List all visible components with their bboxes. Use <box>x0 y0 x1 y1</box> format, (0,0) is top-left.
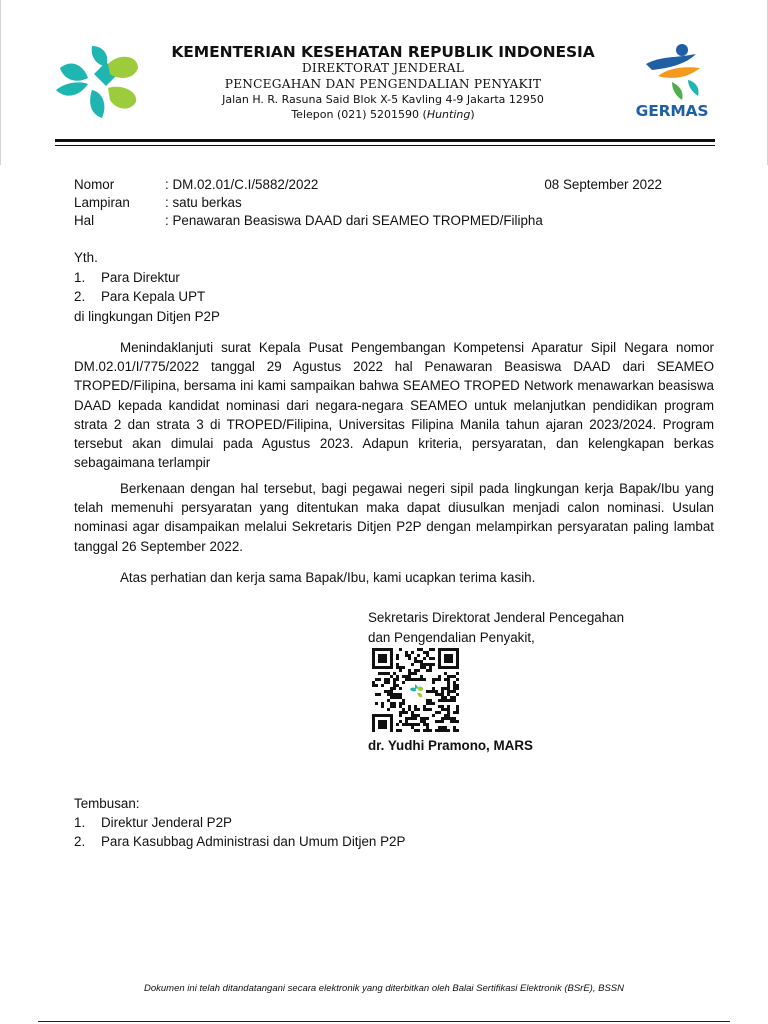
qr-code-icon <box>372 648 460 732</box>
directorate-line-1: DIREKTORAT JENDERAL <box>301 61 465 75</box>
page-edge-left <box>0 0 1 165</box>
office-phone: Telepon (021) 5201590 (Hunting) <box>291 108 475 121</box>
letterhead <box>148 43 618 122</box>
germas-wordmark: GERMAS <box>635 102 709 120</box>
letterhead-rule-thick <box>55 139 715 142</box>
meta-lampiran: Lampiran : satu berkas <box>74 195 242 210</box>
list-item: 1. Direktur Jenderal P2P <box>74 815 232 830</box>
letter-date: 08 September 2022 <box>544 177 662 192</box>
signer-name: dr. Yudhi Pramono, MARS <box>368 738 533 753</box>
greeting: Yth. <box>74 250 98 265</box>
addressee-scope: di lingkungan Ditjen P2P <box>74 308 220 324</box>
list-item: 2. Para Kasubbag Administrasi dan Umum Ditjen P2P <box>74 834 406 849</box>
body-paragraph-1: Menindaklanjuti surat Kepala Pusat Pengembangan Kompetensi Aparatur Sipil Negara nomor DM.02.01/I/775/2022 tanggal 29 Agustus 2022 hal Penawaran Beasiswa DAAD dari SEAMEO TROPED/Filipina, bersama ini kami sampaikan bahwa SEAMEO TROPED Network menawarkan beasiswa DAAD kepada kandidat nominasi dari negara-negara SEAMEO untuk melanjutkan pendidikan program strata 2 dan strata 3 di TROPED/Filipina, Universitas Filipina Manila tahun ajaran 2023/2024. Program tersebut akan dimulai pada Agustus 2023. Adapun kriteria, persyaratan, dan kelengkapan berkas sebagaimana terlampir <box>74 340 714 471</box>
footer-note: Dokumen ini telah ditandatangani secara elektronik yang diterbitkan oleh Balai Sertifikasi Elektronik (BSrE), BSSN <box>144 983 624 994</box>
list-item: 1. Para Direktur <box>74 269 180 285</box>
germas-figure-icon <box>630 42 714 102</box>
letter-meta <box>74 176 674 230</box>
directorate-line-2: PENCEGAHAN DAN PENGENDALIAN PENYAKIT <box>224 76 542 91</box>
list-item: 2. Para Kepala UPT <box>74 289 206 304</box>
cc-label: Tembusan: <box>74 796 140 811</box>
cc-block <box>74 794 405 851</box>
ministry-name: KEMENTERIAN KESEHATAN REPUBLIK INDONESIA <box>171 43 595 61</box>
kemenkes-logo-icon <box>54 44 140 120</box>
footer-rule <box>38 1021 730 1022</box>
body-paragraph-3: Atas perhatian dan kerja sama Bapak/Ibu, kami ucapkan terima kasih. <box>120 570 536 585</box>
addressee-block <box>74 248 220 326</box>
meta-nomor: Nomor : DM.02.01/C.I/5882/2022 <box>74 177 319 192</box>
letterhead-rule-thin <box>55 145 715 146</box>
body-paragraph-2: Berkenaan dengan hal tersebut, bagi pegawai negeri sipil pada lingkungan kerja Bapak/Ibu yang telah memenuhi persyaratan yang ditentukan maka dapat diusulkan menjadi calon nominasi. Usulan nominasi agar disampaikan melalui Sekretaris Ditjen P2P dengan melampirkan persyaratan paling lambat tanggal 26 September 2022. <box>74 481 714 554</box>
signature-title: Sekretaris Direktorat Jenderal Pencegahan dan Pengendalian Penyakit, <box>368 610 625 645</box>
meta-hal: Hal : Penawaran Beasiswa DAAD dari SEAMEO TROPMED/Filipha <box>74 213 543 228</box>
germas-logo <box>630 42 714 124</box>
office-address: Jalan H. R. Rasuna Said Blok X-5 Kavling 4-9 Jakarta 12950 <box>222 93 544 106</box>
